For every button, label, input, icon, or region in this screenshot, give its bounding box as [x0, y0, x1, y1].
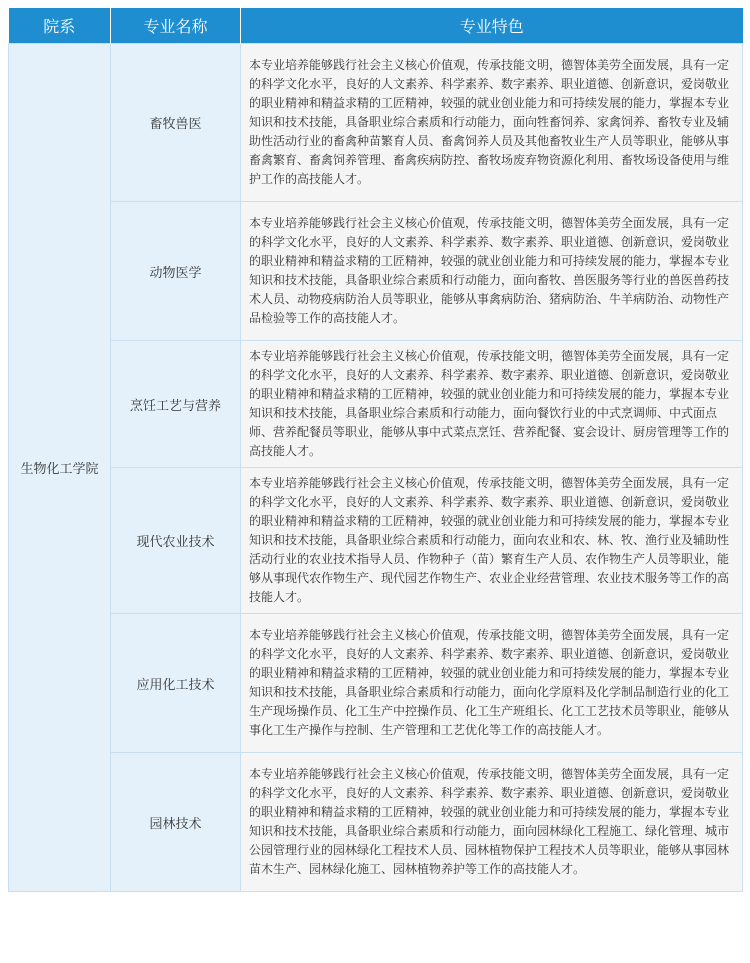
table-row — [9, 468, 743, 614]
major-name: 畜牧兽医 — [111, 44, 241, 202]
major-name: 园林技术 — [111, 753, 241, 892]
table-header-row — [9, 8, 743, 44]
table-row — [9, 202, 743, 341]
major-table — [8, 8, 743, 892]
header-college: 院系 — [9, 8, 111, 44]
table-row — [9, 44, 743, 202]
major-feature: 本专业培养能够践行社会主义核心价值观，传承技能文明，德智体美劳全面发展，具有一定的科学文化水平，良好的人文素养、科学素养、数字素养、职业道德、创新意识，爱岗敬业的职业精神和精益求精的工匠精神，较强的就业创业能力和可持续发展的能力，掌握本专业知识和技术技能，具备职业综合素质和行动能力，面向园林绿化工程施工、绿化管理、城市公园管理行业的园林绿化工程技术人员、园林植物保护工程技术人员等职业，能够从事园林苗木生产、园林绿化施工、园林植物养护等工作的高技能人才。 — [241, 753, 743, 892]
table-row — [9, 753, 743, 892]
major-feature: 本专业培养能够践行社会主义核心价值观，传承技能文明，德智体美劳全面发展，具有一定的科学文化水平，良好的人文素养、科学素养、数字素养、职业道德、创新意识，爱岗敬业的职业精神和精益求精的工匠精神，较强的就业创业能力和可持续发展的能力，掌握本专业知识和技术技能，具备职业综合素质和行动能力，面向农业和农、林、牧、渔行业及辅助性活动行业的农业技术指导人员、作物种子（苗）繁育生产人员、农作物生产人员等职业，能够从事现代农作物生产、现代园艺作物生产、农业企业经营管理、农业技术服务等工作的高技能人才。 — [241, 468, 743, 614]
college-name: 生物化工学院 — [9, 44, 111, 892]
major-feature: 本专业培养能够践行社会主义核心价值观，传承技能文明，德智体美劳全面发展，具有一定的科学文化水平，良好的人文素养、科学素养、数字素养、职业道德、创新意识，爱岗敬业的职业精神和精益求精的工匠精神，较强的就业创业能力和可持续发展的能力，掌握本专业知识和技术技能，具备职业综合素质和行动能力，面向化学原料及化学制品制造行业的化工生产现场操作员、化工生产中控操作员、化工生产班组长、化工工艺技术员等职业，能够从事化工生产操作与控制、生产管理和工艺优化等工作的高技能人才。 — [241, 614, 743, 753]
major-name: 现代农业技术 — [111, 468, 241, 614]
major-name: 动物医学 — [111, 202, 241, 341]
major-table-container — [8, 8, 742, 892]
header-major: 专业名称 — [111, 8, 241, 44]
major-feature: 本专业培养能够践行社会主义核心价值观，传承技能文明，德智体美劳全面发展，具有一定的科学文化水平，良好的人文素养、科学素养、数字素养、职业道德、创新意识，爱岗敬业的职业精神和精益求精的工匠精神，较强的就业创业能力和可持续发展的能力，掌握本专业知识和技术技能，具备职业综合素质和行动能力，面向牲畜饲养、家禽饲养、畜牧专业及辅助性活动行业的畜禽种苗繁育人员、畜禽饲养人员及其他畜牧业生产人员等职业，能够从事畜禽繁育、畜禽饲养管理、畜禽疾病防控、畜牧场废弃物资源化利用、畜牧场设备使用与维护工作的高技能人才。 — [241, 44, 743, 202]
table-row — [9, 614, 743, 753]
header-feature: 专业特色 — [241, 8, 743, 44]
major-name: 烹饪工艺与营养 — [111, 341, 241, 468]
major-name: 应用化工技术 — [111, 614, 241, 753]
table-row — [9, 341, 743, 468]
major-feature: 本专业培养能够践行社会主义核心价值观，传承技能文明，德智体美劳全面发展，具有一定的科学文化水平，良好的人文素养、科学素养、数字素养、职业道德、创新意识，爱岗敬业的职业精神和精益求精的工匠精神，较强的就业创业能力和可持续发展的能力，掌握本专业知识和技术技能，具备职业综合素质和行动能力，面向畜牧、兽医服务等行业的兽医兽药技术人员、动物疫病防治人员等职业，能够从事禽病防治、猪病防治、牛羊病防治、动物性产品检验等工作的高技能人才。 — [241, 202, 743, 341]
major-feature: 本专业培养能够践行社会主义核心价值观，传承技能文明，德智体美劳全面发展，具有一定的科学文化水平，良好的人文素养、科学素养、数字素养、职业道德、创新意识，爱岗敬业的职业精神和精益求精的工匠精神，较强的就业创业能力和可持续发展的能力，掌握本专业知识和技术技能，具备职业综合素质和行动能力，面向餐饮行业的中式烹调师、中式面点师、营养配餐员等职业，能够从事中式菜点烹饪、营养配餐、宴会设计、厨房管理等工作的高技能人才。 — [241, 341, 743, 468]
